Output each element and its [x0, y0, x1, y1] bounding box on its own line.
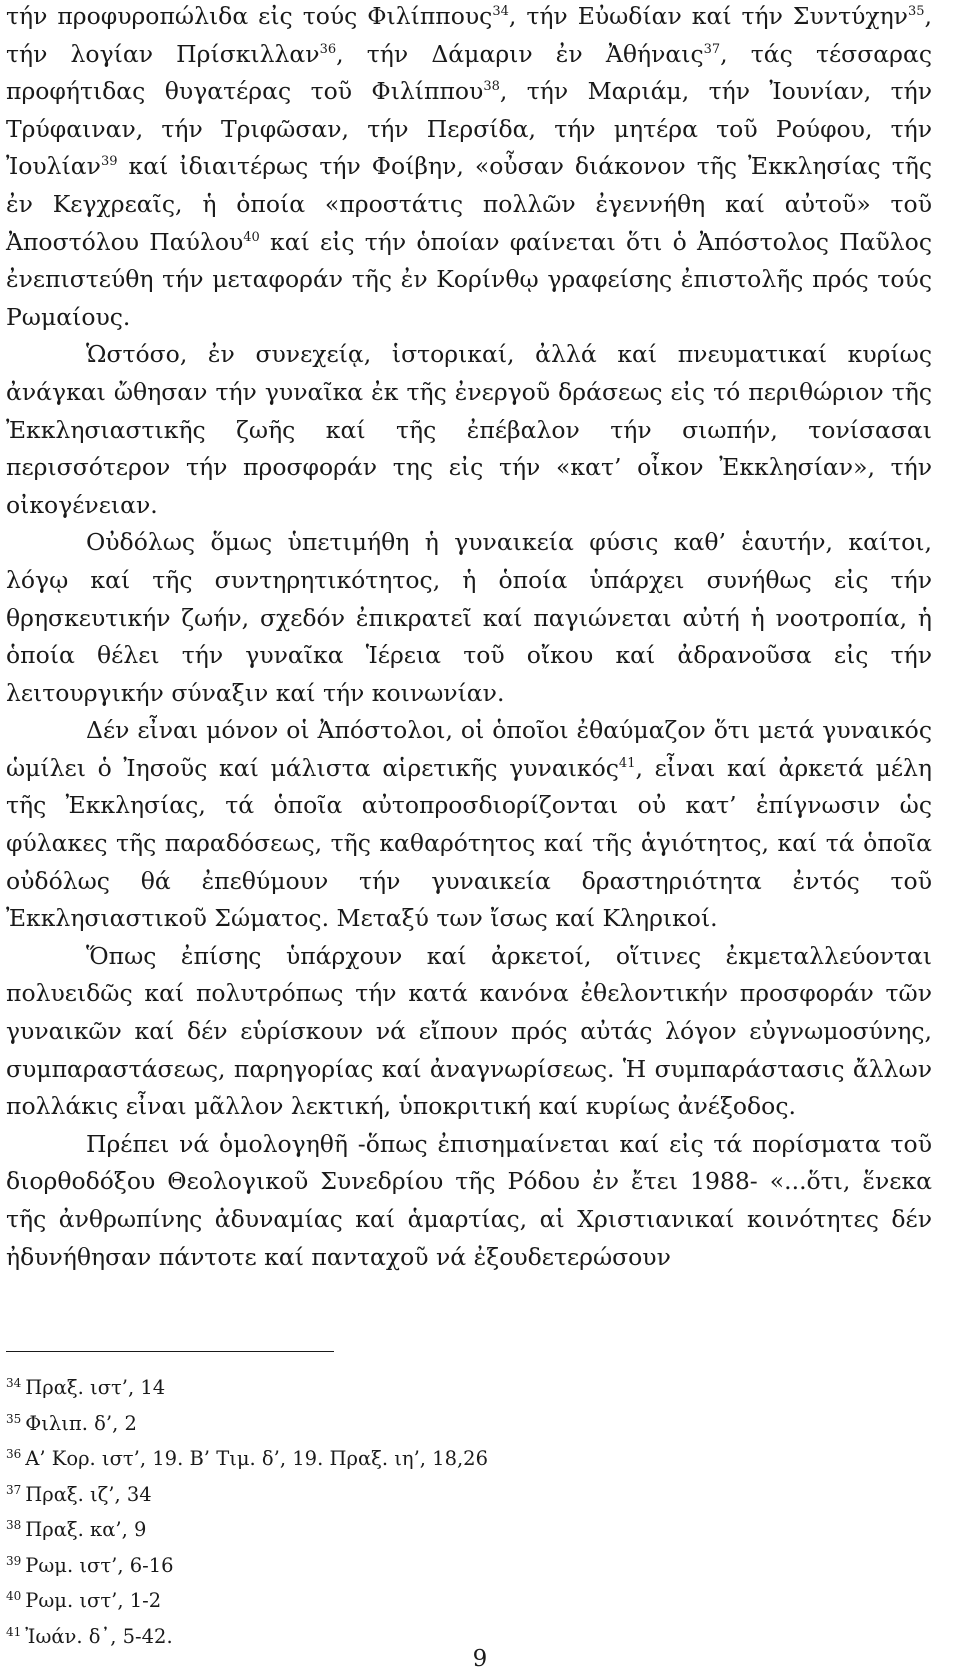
footnote-text: Ἰωάν. δ᾽, 5-42. [25, 1624, 173, 1648]
footnote-number: 35 [6, 1411, 22, 1426]
footnote-ref: 40 [243, 229, 260, 245]
footnote-text: Πραξ. ιζ’, 34 [25, 1482, 152, 1506]
footnote-number: 37 [6, 1482, 22, 1497]
footnote-ref: 37 [703, 41, 721, 57]
footnote [6, 1368, 906, 1404]
footnote-text: Ρωμ. ιστ’, 6-16 [25, 1553, 174, 1577]
footnote-number: 40 [6, 1589, 22, 1603]
footnote [6, 1439, 906, 1475]
body-text [6, 0, 932, 1276]
footnote-number: 36 [6, 1447, 22, 1461]
text-run: , εἶναι καί ἀρκετά μέλη τῆς Ἐκκλησίας, τά ὁποῖα αὐτοπροσδιορίζονται οὐ κατ’ ἐπίγνωσιν ὡς φύλακες τῆς παραδόσεως, τῆς καθαρότητος καί τῆς ἁγιότητος, καί τά ὁποῖα οὐδόλως θά ἐπεθύμουν τήν γυναικεία δραστηριότητα ἐντός τοῦ Ἐκκλησιαστικοῦ Σώματος. Μεταξύ των ἴσως καί Κληρικοί. [6, 753, 932, 933]
footnote-ref: 34 [492, 4, 509, 19]
paragraph [6, 1126, 932, 1276]
footnote [6, 1546, 906, 1582]
footnote-text: Ρωμ. ιστ’, 1-2 [25, 1589, 162, 1612]
paragraph [6, 0, 932, 336]
text-run: , τήν Εὐωδίαν καί τήν Συντύχην [508, 2, 908, 30]
text-run: καί ἰδιαιτέρως τήν Φοίβην, «οὖσαν διάκονον τῆς Ἐκκλησίας τῆς ἐν Κεγχρεαῖς, ἡ ὁποία «προστάτις πολλῶν ἐγεννήθη καί αὐτοῦ» τοῦ Ἀποστόλου Παύλου [6, 152, 932, 256]
text-run: Οὐδόλως ὅμως ὑπετιμήθη ἡ γυναικεία φύσις καθ’ ἑαυτήν, καίτοι, λόγῳ καί τῆς συντηρητικότητος, ἡ ὁποία ὑπάρχει συνήθως εἰς τήν θρησκευτικήν ζωήν, σχεδόν ἐπικρατεῖ καί παγιώνεται αὐτή ἡ νοοτροπία, ἡ ὁποία θέλει τήν γυναῖκα Ἱέρεια τοῦ οἴκου καί ἀδρανοῦσα εἰς τήν λειτουργικήν σύναξιν καί τήν κοινωνίαν. [6, 528, 932, 707]
paragraph [6, 712, 932, 938]
paragraph [6, 524, 932, 712]
footnotes [6, 1368, 906, 1652]
footnote-ref: 39 [100, 154, 118, 170]
paragraph [6, 336, 932, 524]
paragraph [6, 938, 932, 1126]
footnote-number: 39 [6, 1553, 22, 1568]
footnote-ref: 41 [618, 755, 636, 771]
text-run: , τήν λογίαν Πρίσκιλλαν [6, 2, 933, 68]
footnote-ref: 38 [483, 79, 500, 95]
footnote [6, 1510, 906, 1546]
footnote-text: Φιλιπ. δ’, 2 [25, 1411, 137, 1435]
text-run: τήν προφυροπώλιδα εἰς τούς Φιλίππους [6, 2, 493, 30]
footnote-number: 38 [6, 1518, 22, 1532]
footnote-ref: 36 [319, 41, 337, 57]
text-run: Ὅπως ἐπίσης ὑπάρχουν καί ἀρκετοί, οἵτινες ἐκμεταλλεύονται πολυειδῶς καί πολυτρόπως τήν κατά κανόνα ἐθελοντικήν προσφοράν τῶν γυναικῶν καί δέν εὑρίσκουν νά εἴπουν πρός αὐτάς λόγον εὐγνωμοσύνης, συμπαραστάσεως, παρηγορίας καί ἀναγνωρίσεως. Ἡ συμπαράστασις ἄλλων πολλάκις εἶναι μᾶλλον λεκτική, ὑποκριτική καί κυρίως ἀνέξοδος. [6, 941, 932, 1121]
text-run: Ὡστόσο, ἐν συνεχείᾳ, ἱστορικαί, ἀλλά καί πνευματικαί κυρίως ἀνάγκαι ὤθησαν τήν γυναῖκα ἐκ τῆς ἐνεργοῦ δράσεως εἰς τό περιθώριον τῆς Ἐκκλησιαστικῆς ζωῆς καί τῆς ἐπέβαλον τήν σιωπήν, τονίσασαι περισσότερον τήν προσφοράν της εἰς τήν «κατ’ οἶκον Ἐκκλησίαν», τήν οἰκογένειαν. [6, 340, 932, 519]
text-run: , τάς τέσσαρας προφήτιδας θυγατέρας τοῦ Φιλίππου [6, 39, 932, 106]
text-run: καί εἰς τήν ὁποίαν φαίνεται ὅτι ὁ Ἀπόστολος Παῦλος ἐνεπιστεύθη τήν μεταφοράν τῆς ἐν Κορίνθῳ γραφείσης ἐπιστολῆς πρός τούς Ρωμαίους. [6, 227, 932, 331]
page-number: 9 [472, 1646, 488, 1672]
text-run: , τήν Δάμαριν ἐν Ἀθήναις [336, 39, 704, 68]
footnote-text: Πραξ. ιστ’, 14 [25, 1376, 166, 1399]
footnote-text: Α’ Κορ. ιστ’, 19. Β’ Τιμ. δ’, 19. Πραξ. ιη’, 18,26 [25, 1447, 488, 1470]
footnote-text: Πραξ. κα’, 9 [25, 1518, 147, 1541]
footnote [6, 1475, 906, 1511]
footnote [6, 1581, 906, 1617]
footnote-separator [6, 1351, 334, 1352]
footnote-number: 41 [6, 1624, 22, 1639]
text-run: Πρέπει νά ὁμολογηθῆ -ὅπως ἐπισημαίνεται καί εἰς τά πορίσματα τοῦ διορθοδόξου Θεολογικοῦ Συνεδρίου τῆς Ρόδου ἐν ἔτει 1988- «...ὅτι, ἕνεκα τῆς ἀνθρωπίνης ἀδυναμίας καί ἁμαρτίας, αἱ Χριστιανικαί κοινότητες δέν ἠδυνήθησαν πάντοτε καί πανταχοῦ νά ἐξουδετερώσουν [6, 1129, 932, 1271]
text-run: , τήν Μαριάμ, τήν Ἰουνίαν, τήν Τρύφαιναν, τήν Τριφῶσαν, τήν Περσίδα, τήν μητέρα τοῦ Ρούφου, τήν Ἰουλίαν [6, 77, 933, 181]
footnote [6, 1404, 906, 1440]
text-run: Δέν εἶναι μόνον οἱ Ἀπόστολοι, οἱ ὁποῖοι ἐθαύμαζον ὅτι μετά γυναικός ὡμίλει ὁ Ἰησοῦς καί μάλιστα αἱρετικῆς γυναικός [6, 716, 932, 782]
footnote-number: 34 [6, 1376, 22, 1390]
footnote-ref: 35 [907, 4, 925, 19]
